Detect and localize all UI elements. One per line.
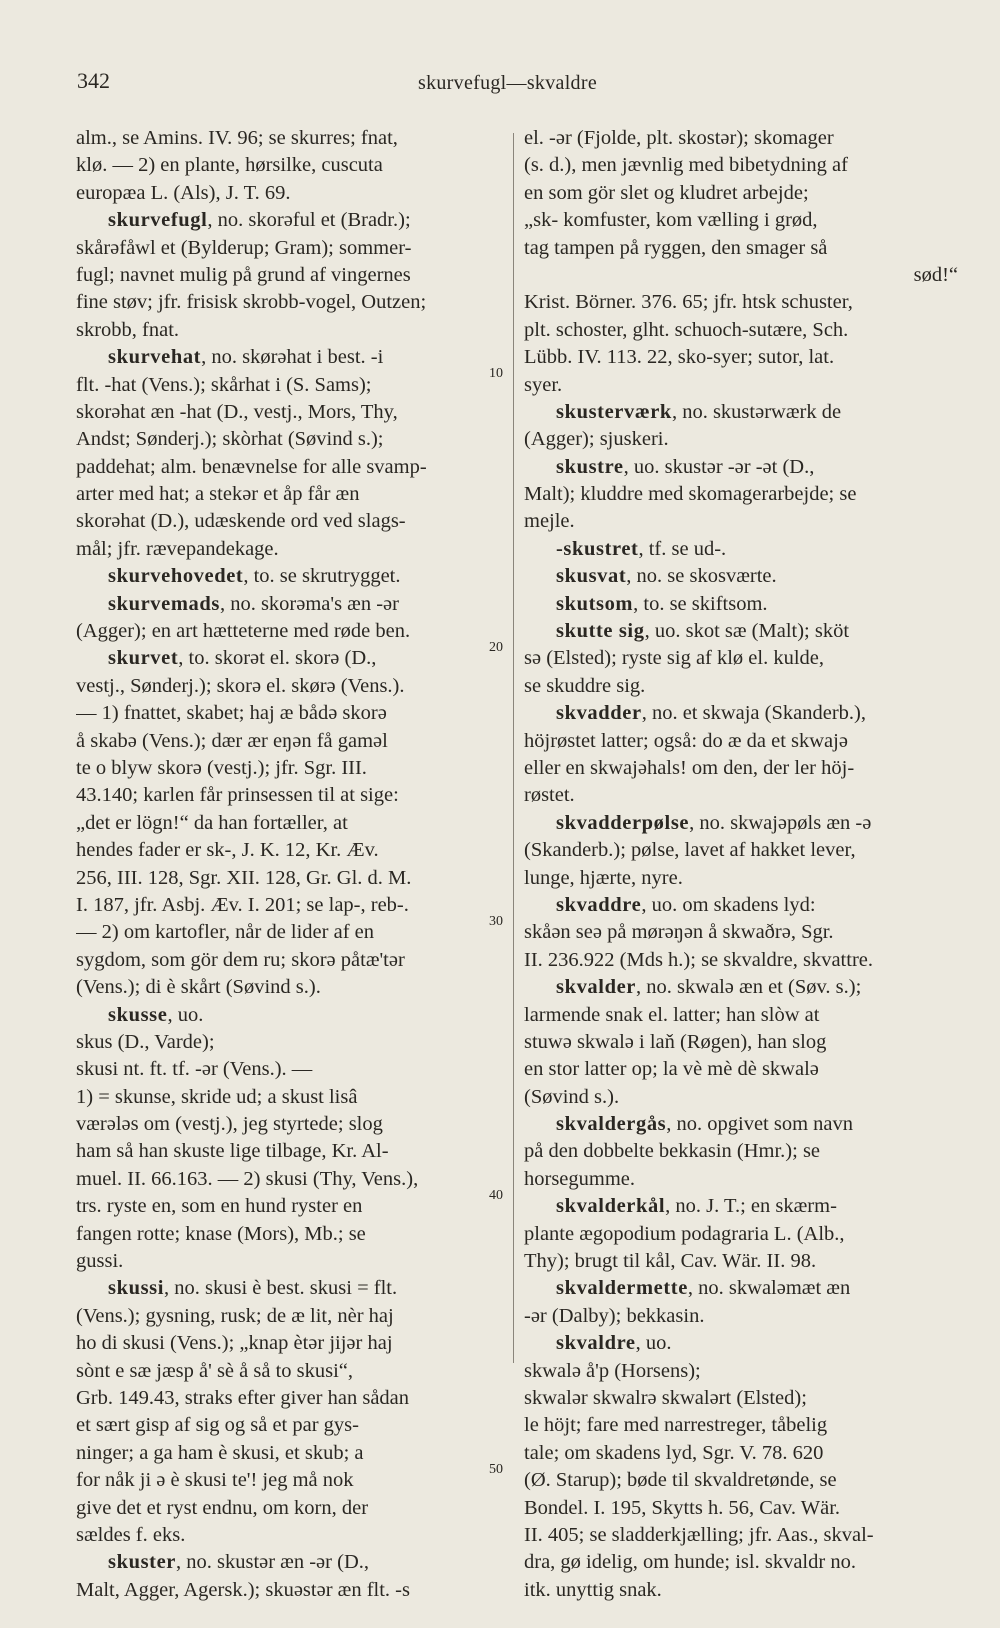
entry-text-line: sygdom, som gör dem ru; skorə påtæ'tər xyxy=(76,948,405,971)
entry-text-line: eller en skwajəhals! om den, der ler höj- xyxy=(524,756,855,779)
entry-text-line: for nåk ji ə è skusi te'! jeg må nok xyxy=(76,1469,354,1492)
entry-headword-line: skvaddre, uo. om skadens lyd: xyxy=(556,893,816,916)
entry-text-line: stuwə skwalə i laň (Røgen), han slog xyxy=(524,1030,827,1053)
entry-text-line: skwalər skwalrə skwalərt (Elsted); xyxy=(524,1386,807,1409)
entry-text-line: et sært gisp af sig og så et par gys- xyxy=(76,1414,359,1437)
headword: skurvehat xyxy=(108,346,202,369)
entry-text-line: Bondel. I. 195, Skytts h. 56, Cav. Wär. xyxy=(524,1496,841,1519)
entry-text-line: se skuddre sig. xyxy=(524,674,646,697)
entry-text-line: mål; jfr. rævepandekage. xyxy=(76,537,279,560)
entry-headword-line: skuster, no. skustər æn -ər (D., xyxy=(108,1551,369,1574)
entry-text-line: give det et ryst endnu, om korn, der xyxy=(76,1496,369,1519)
entry-text-line: sældes f. eks. xyxy=(76,1523,186,1546)
entry-headword-line: skvaldermette, no. skwaləmæt æn xyxy=(556,1277,851,1300)
left-column xyxy=(76,125,506,1604)
entry-headword-line: skvadder, no. et skwaja (Skanderb.), xyxy=(556,702,866,725)
entry-text-line: syer. xyxy=(524,373,563,396)
headword: skurvehovedet xyxy=(108,565,244,588)
entry-headword-line: skvaldergås, no. opgivet som navn xyxy=(556,1113,854,1136)
entry-text-line: røstet. xyxy=(524,784,575,807)
entry-text-line: ho di skusi (Vens.); „knap ètər jijər haj xyxy=(76,1332,393,1355)
entry-text-line: en stor latter op; la vè mè dè skwalə xyxy=(524,1058,819,1081)
entry-text-line: på den dobbelte bekkasin (Hmr.); se xyxy=(524,1140,821,1163)
headword: skuster xyxy=(108,1551,176,1574)
entry-text-line: arter med hat; a stekər et åp får æn xyxy=(76,483,360,506)
headword: skurvet xyxy=(108,647,179,670)
headword: skvaldre xyxy=(556,1332,636,1355)
entry-text-line: II. 236.922 (Mds h.); se skvaldre, skvattre. xyxy=(524,948,874,971)
entry-text-line: fugl; navnet mulig på grund af vingernes xyxy=(76,263,411,286)
entry-text-line: tag tampen på ryggen, den smager så xyxy=(524,236,828,259)
entry-text-line: sə (Elsted); ryste sig af klø el. kulde, xyxy=(524,647,825,670)
entry-text-line: le höjt; fare med narrestreger, tåbelig xyxy=(524,1414,828,1437)
entry-headword-line: skvaldre, uo. xyxy=(556,1332,672,1355)
entry-text-line: larmende snak el. latter; han slòw at xyxy=(524,1003,820,1026)
entry-text-line: plante ægopodium podagraria L. (Alb., xyxy=(524,1222,845,1245)
entry-headword-line: skvalder, no. skwalə æn et (Søv. s.); xyxy=(556,976,862,999)
headword: skurvefugl xyxy=(108,209,208,232)
entry-text-line: itk. unyttig snak. xyxy=(524,1578,662,1601)
headword: skvaddre xyxy=(556,893,642,916)
entry-text-line: europæa L. (Als), J. T. 69. xyxy=(76,181,291,204)
entry-text-line: I. 187, jfr. Asbj. Æv. I. 201; se lap-, reb-. xyxy=(76,893,409,916)
headword: skusvat xyxy=(556,565,627,588)
entry-headword-line: skurvemads, no. skorəma's æn -ər xyxy=(108,592,399,615)
entry-text-line: skorəhat (D.), udæskende ord ved slags- xyxy=(76,510,406,533)
headword: skvalderkål xyxy=(556,1195,666,1218)
entry-text-line: Malt); kluddre med skomagerarbejde; se xyxy=(524,483,857,506)
entry-text-line: skorəhat æn -hat (D., vestj., Mors, Thy, xyxy=(76,400,398,423)
entry-headword-line: skusvat, no. se skosværte. xyxy=(556,565,777,588)
right-column xyxy=(524,125,958,1604)
entry-text-line: klø. — 2) en plante, hørsilke, cuscuta xyxy=(76,154,383,177)
margin-line-number: 40 xyxy=(489,1188,503,1203)
headword: skvadder xyxy=(556,702,642,725)
headword: -skustret xyxy=(556,537,639,560)
entry-text-line: sød!“ xyxy=(913,263,958,286)
entry-text-line: skus (D., Varde); xyxy=(76,1030,215,1053)
entry-text-line: „sk- komfuster, kom vælling i grød, xyxy=(524,209,818,232)
headword: skvaldergås xyxy=(556,1113,667,1136)
headword: skutte sig xyxy=(556,620,645,643)
entry-headword-line: skvalderkål, no. J. T.; en skærm- xyxy=(556,1195,837,1218)
entry-text-line: (Agger); en art hætteterne med røde ben. xyxy=(76,620,411,643)
entry-text-line: muel. II. 66.163. — 2) skusi (Thy, Vens.), xyxy=(76,1167,419,1190)
entry-text-line: (Vens.); di è skårt (Søvind s.). xyxy=(76,976,321,999)
entry-headword-line: skurvehat, no. skørəhat i best. -i xyxy=(108,346,384,369)
entry-text-line: 256, III. 128, Sgr. XII. 128, Gr. Gl. d. M. xyxy=(76,866,412,889)
entry-text-line: værələs om (vestj.), jeg styrtede; slog xyxy=(76,1113,383,1136)
entry-text-line: Thy); brugt til kål, Cav. Wär. II. 98. xyxy=(524,1250,817,1273)
entry-text-line: dra, gø idelig, om hunde; isl. skvaldr no. xyxy=(524,1551,856,1574)
entry-text-line: skårəfåwl et (Bylderup; Gram); sommer- xyxy=(76,236,412,259)
entry-headword-line: skurvehovedet, to. se skrutrygget. xyxy=(108,565,401,588)
entry-text-line: trs. ryste en, som en hund ryster en xyxy=(76,1195,363,1218)
entry-headword-line: skusterværk, no. skustərwærk de xyxy=(556,400,842,423)
entry-text-line: skusi nt. ft. tf. -ər (Vens.). — xyxy=(76,1058,313,1081)
entry-text-line: skwalə å'p (Horsens); xyxy=(524,1359,701,1382)
entry-text-line: 1) = skunse, skride ud; a skust lisâ xyxy=(76,1085,358,1108)
entry-headword-line: skusse, uo. xyxy=(108,1003,204,1026)
entry-text-line: lunge, hjærte, nyre. xyxy=(524,866,683,889)
entry-text-line: (Ø. Starup); bøde til skvaldretønde, se xyxy=(524,1469,837,1492)
entry-text-line: mejle. xyxy=(524,510,575,533)
entry-text-line: fangen rotte; knase (Mors), Mb.; se xyxy=(76,1222,366,1245)
entry-text-line: Krist. Börner. 376. 65; jfr. htsk schuster, xyxy=(524,291,853,314)
entry-text-line: vestj., Sønderj.); skorə el. skørə (Vens.). xyxy=(76,674,405,697)
margin-line-number: 10 xyxy=(489,366,503,381)
entry-text-line: -ər (Dalby); bekkasin. xyxy=(524,1304,705,1327)
entry-text-line: (Søvind s.). xyxy=(524,1085,620,1108)
headword: skvaldermette xyxy=(556,1277,688,1300)
entry-text-line: horsegumme. xyxy=(524,1167,636,1190)
entry-text-line: Andst; Sønderj.); skòrhat (Søvind s.); xyxy=(76,428,384,451)
entry-text-line: (Skanderb.); pølse, lavet af hakket lever, xyxy=(524,839,856,862)
headword: skustre xyxy=(556,455,624,478)
entry-headword-line: -skustret, tf. se ud-. xyxy=(556,537,727,560)
entry-text-line: Malt, Agger, Agersk.); skuəstər æn flt. -s xyxy=(76,1578,410,1601)
entry-headword-line: skussi, no. skusi è best. skusi = flt. xyxy=(108,1277,398,1300)
entry-headword-line: skustre, uo. skustər -ər -ət (D., xyxy=(556,455,815,478)
headword: skvadderpølse xyxy=(556,811,690,834)
entry-text-line: å skabə (Vens.); dær ær eŋən få gaməl xyxy=(76,729,388,752)
entry-text-line: — 2) om kartofler, når de lider af en xyxy=(76,921,375,944)
headword: skusterværk xyxy=(556,400,672,423)
entry-text-line: hendes fader er sk-, J. K. 12, Kr. Æv. xyxy=(76,839,379,862)
entry-headword-line: skurvet, to. skorət el. skorə (D., xyxy=(108,647,377,670)
entry-text-line: en som gör slet og kludret arbejde; xyxy=(524,181,809,204)
entry-headword-line: skurvefugl, no. skorəful et (Bradr.); xyxy=(108,209,411,232)
entry-text-line: Grb. 149.43, straks efter giver han sådan xyxy=(76,1386,410,1409)
entry-text-line: fine støv; jfr. frisisk skrobb-vogel, Outzen; xyxy=(76,291,427,314)
entry-text-line: ham så han skuste lige tilbage, Kr. Al- xyxy=(76,1140,389,1163)
entry-text-line: el. -ər (Fjolde, plt. skostər); skomager xyxy=(524,127,834,149)
entry-text-line: ninger; a ga ham è skusi, et skub; a xyxy=(76,1441,364,1464)
entry-text-line: paddehat; alm. benævnelse for alle svamp- xyxy=(76,455,427,478)
headword: skusse xyxy=(108,1003,168,1026)
entry-text-line: tale; om skadens lyd, Sgr. V. 78. 620 xyxy=(524,1441,824,1464)
entry-text-line: 43.140; karlen får prinsessen til at sige: xyxy=(76,784,399,807)
entry-text-line: Lübb. IV. 113. 22, sko-syer; sutor, lat. xyxy=(524,346,835,369)
entry-text-line: (s. d.), men jævnlig med bibetydning af xyxy=(524,154,848,177)
entry-text-line: (Agger); sjuskeri. xyxy=(524,428,669,451)
entry-text-line: plt. schoster, glht. schuoch-sutære, Sch. xyxy=(524,318,849,341)
entry-text-line: skåən seə på mørəŋən å skwaðrə, Sgr. xyxy=(524,921,834,944)
entry-text-line: sònt e sæ jæsp å' sè å så to skusi“, xyxy=(76,1359,354,1382)
headword: skussi xyxy=(108,1277,165,1300)
margin-line-number: 30 xyxy=(489,914,503,929)
column-divider xyxy=(513,133,514,1363)
entry-headword-line: skutte sig, uo. skot sæ (Malt); sköt xyxy=(556,620,850,643)
headword: skvalder xyxy=(556,976,636,999)
margin-line-number: 50 xyxy=(489,1462,503,1477)
margin-line-number: 20 xyxy=(489,640,503,655)
headword: skurvemads xyxy=(108,592,220,615)
entry-headword-line: skvadderpølse, no. skwajəpøls æn -ə xyxy=(556,811,872,834)
entry-text-line: II. 405; se sladderkjælling; jfr. Aas., skval- xyxy=(524,1523,874,1546)
entry-text-line: höjrøstet latter; også: do æ da et skwajə xyxy=(524,729,848,752)
running-head: skurvefugl—skvaldre xyxy=(418,72,597,94)
entry-text-line: gussi. xyxy=(76,1250,124,1273)
entry-text-line: „det er lögn!“ da han fortæller, at xyxy=(76,811,348,834)
entry-text-line: te o blyw skorə (vestj.); jfr. Sgr. III. xyxy=(76,756,367,779)
headword: skutsom xyxy=(556,592,634,615)
entry-text-line: (Vens.); gysning, rusk; de æ lit, nèr haj xyxy=(76,1304,394,1327)
entry-text-line: skrobb, fnat. xyxy=(76,318,180,341)
page-number: 342 xyxy=(77,68,110,93)
entry-text-line: flt. -hat (Vens.); skårhat i (S. Sams); xyxy=(76,373,372,396)
entry-text-line: alm., se Amins. IV. 96; se skurres; fnat, xyxy=(76,127,398,149)
entry-text-line: — 1) fnattet, skabet; haj æ bådə skorə xyxy=(76,702,387,725)
entry-headword-line: skutsom, to. se skiftsom. xyxy=(556,592,768,615)
